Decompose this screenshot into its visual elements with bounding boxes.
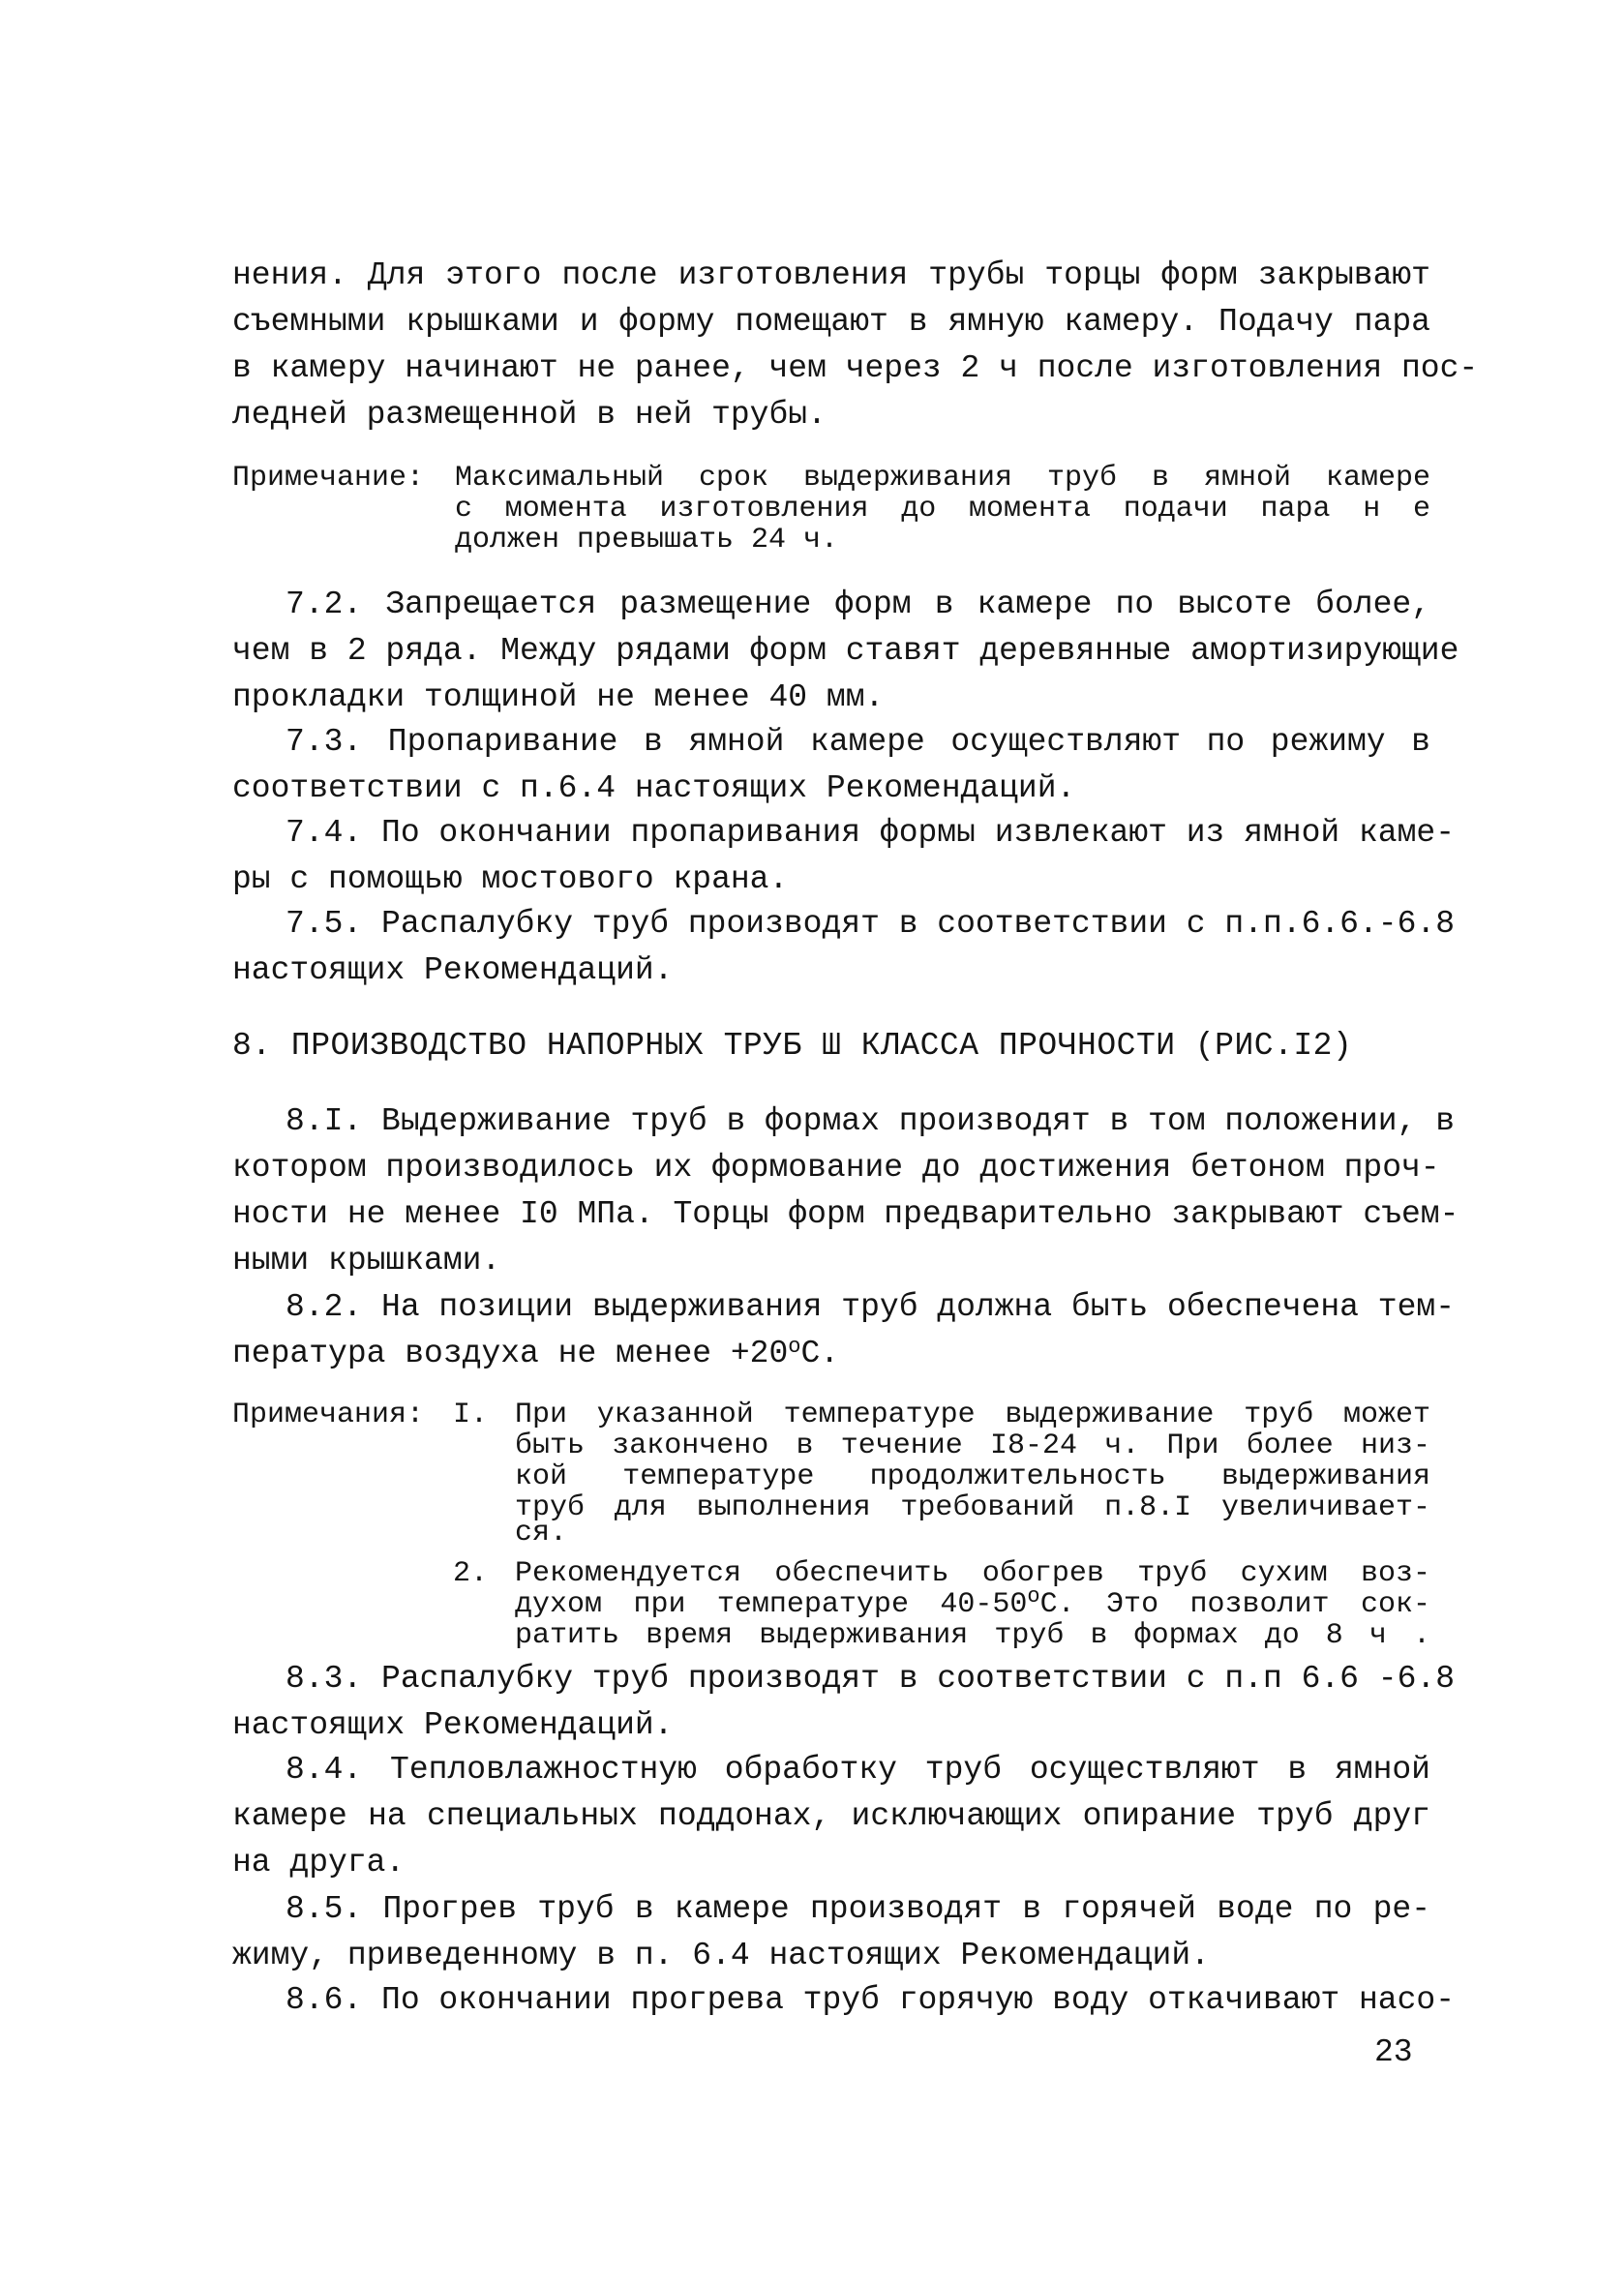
text-line: 8.I. Выдерживание труб в формах производят в том положении, в [286, 1103, 1455, 1139]
text-line: камере на специальных поддонах, исключающих опирание труб друг [232, 1798, 1430, 1834]
text-line: 8.5. Прогрев труб в камере производят в горячей воде по ре- [286, 1891, 1430, 1927]
text-line: чем в 2 ряда. Между рядами форм ставят деревянные амортизирующие [232, 633, 1459, 669]
text-fragment: пература воздуха не менее +20 [232, 1336, 789, 1371]
text-line: соответствии с п.6.4 настоящих Рекомендаций. [232, 770, 1076, 806]
note-item-number: 2. [453, 1557, 489, 1590]
text-line: 8.6. По окончании прогрева труб горячую воду откачивают насо- [286, 1982, 1455, 2018]
text-line [232, 1332, 1430, 1376]
text-line: ры с помощью мостового крана. [232, 861, 789, 897]
note-line: труб для выполнения требований п.8.I увеличивает- [515, 1491, 1430, 1524]
page-number: 23 [1374, 2034, 1413, 2070]
degree-sign: о [788, 1335, 801, 1359]
text-line: котором производилось их формование до достижения бетоном проч- [232, 1150, 1440, 1186]
text-fragment: С. Это позволит сок- [1039, 1588, 1430, 1621]
text-line: на друга. [232, 1845, 406, 1881]
text-line: 8.2. На позиции выдерживания труб должна быть обеспечена тем- [286, 1289, 1455, 1325]
note-label: Примечание: [232, 462, 425, 495]
note-line: быть закончено в течение I8-24 ч. При более низ- [515, 1429, 1430, 1462]
text-line: ными крышками. [232, 1243, 501, 1279]
text-line: ности не менее I0 МПа. Торцы форм предварительно закрывают съем- [232, 1196, 1459, 1232]
note-item-number: I. [453, 1399, 489, 1431]
note-line: Рекомендуется обеспечить обогрев труб сухим воз- [515, 1557, 1430, 1590]
degree-sign: о [1027, 1584, 1040, 1609]
text-line: 8.3. Распалубку труб производят в соответствии с п.п 6.6 -6.8 [286, 1661, 1455, 1697]
note-line: ратить время выдерживания труб в формах до 8 ч . [515, 1619, 1430, 1652]
note-label: Примечания: [232, 1399, 425, 1431]
text-line: 7.3. Пропаривание в ямной камере осуществляют по режиму в [286, 724, 1430, 760]
section-heading: 8. ПРОИЗВОДСТВО НАПОРНЫХ ТРУБ Ш КЛАССА ПРОЧНОСТИ (РИС.I2) [232, 1028, 1353, 1064]
note-line: При указанной температуре выдерживание труб может [515, 1399, 1430, 1431]
text-line: съемными крышками и форму помещают в ямную камеру. Подачу пара [232, 304, 1430, 340]
text-line: настоящих Рекомендаций. [232, 952, 674, 988]
text-line: 8.4. Тепловлажностную обработку труб осуществляют в ямной [286, 1752, 1430, 1788]
note-line: должен превышать 24 ч. [455, 524, 839, 557]
text-line: ледней размещенной в ней трубы. [232, 397, 827, 433]
text-line: 7.4. По окончании пропаривания формы извлекают из ямной каме- [286, 815, 1455, 851]
note-line: кой температуре продолжительность выдерживания [515, 1460, 1430, 1493]
text-line: жиму, приведенному в п. 6.4 настоящих Рекомендаций. [232, 1938, 1210, 1973]
text-fragment: С. [800, 1336, 840, 1371]
text-line: 7.5. Распалубку труб производят в соответствии с п.п.6.6.-6.8 [286, 906, 1455, 942]
note-line: ся. [515, 1517, 568, 1550]
note-line: с момента изготовления до момента подачи пара н е [455, 493, 1430, 526]
text-line: настоящих Рекомендаций. [232, 1707, 674, 1743]
text-line: в камеру начинают не ранее, чем через 2 ч после изготовления пос- [232, 350, 1479, 386]
text-line: нения. Для этого после изготовления трубы торцы форм закрывают [232, 257, 1430, 293]
text-line: прокладки толщиной не менее 40 мм. [232, 679, 885, 715]
text-fragment: духом при температуре 40-50 [515, 1588, 1028, 1621]
text-line: 7.2. Запрещается размещение форм в камере по высоте более, [286, 587, 1430, 622]
note-line [515, 1584, 1430, 1621]
note-line: Максимальный срок выдерживания труб в ямной камере [455, 462, 1430, 495]
